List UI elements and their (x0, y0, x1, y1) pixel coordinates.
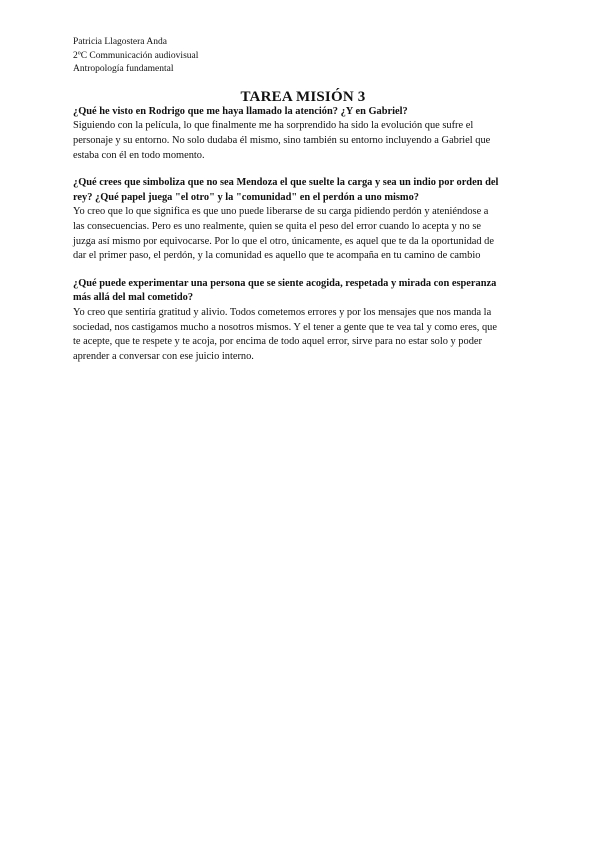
subject-name: Antropología fundamental (73, 64, 174, 75)
question-section (73, 176, 533, 264)
document-title: TAREA MISIÓN 3 (240, 88, 366, 105)
document-header (73, 36, 533, 77)
question-line: ¿Qué crees que simboliza que no sea Mendoza el que suelte la carga y sea un indio por orden del (73, 177, 499, 189)
author-name: Patricia Llagostera Anda (73, 37, 167, 47)
answer-line: Yo creo que sentiría gratitud y alivio. Todos cometemos errores y por los mensajes que nos manda la (73, 306, 492, 318)
sections (73, 105, 533, 365)
answer-line: dar el primer paso, el perdón, y la comunidad es aquello que te acompaña en tu camino de cambio (73, 250, 481, 262)
document-page (73, 36, 533, 377)
question-line: rey? ¿Qué papel juega "el otro" y la "comunidad" en el perdón a uno mismo? (73, 191, 419, 203)
question-section (73, 105, 533, 163)
answer-line: juzga así mismo por equivocarse. Por lo que el otro, únicamente, es aquel que te da la oportunidad de (73, 235, 494, 247)
answer-line: personaje y su entorno. No solo dudaba él mismo, sino también su entorno incluyendo a Gabriel que (73, 134, 491, 146)
answer-line: te acepte, que te respete y te acoja, por encima de todo aquel error, sirve para no estar solo y poder (73, 336, 482, 348)
question-line: ¿Qué he visto en Rodrigo que me haya llamado la atención? ¿Y en Gabriel? (73, 105, 408, 117)
answer-line: sociedad, nos castigamos mucho a nosotros mismos. Y el tener a gente que te vea tal y como eres, que (73, 321, 497, 333)
question-line: ¿Qué puede experimentar una persona que se siente acogida, respetada y mirada con esperanza (73, 277, 497, 289)
answer-line: Yo creo que lo que significa es que uno puede liberarse de su carga pidiendo perdón y ateniéndose a (73, 206, 489, 218)
answer-line: las consecuencias. Pero es uno realmente, quien se quita el peso del error cuando lo acepta y no se (73, 220, 481, 232)
answer-line: aprender a conversar con ese juicio interno. (73, 350, 254, 362)
course-name: 2ºC Communicación audiovisual (73, 50, 199, 61)
question-section (73, 277, 533, 365)
answer-line: Siguiendo con la película, lo que finalmente me ha sorprendido ha sido la evolución que sufre el (73, 120, 474, 132)
question-line: más allá del mal cometido? (73, 292, 194, 304)
answer-line: estaba con él en todo momento. (73, 149, 205, 161)
